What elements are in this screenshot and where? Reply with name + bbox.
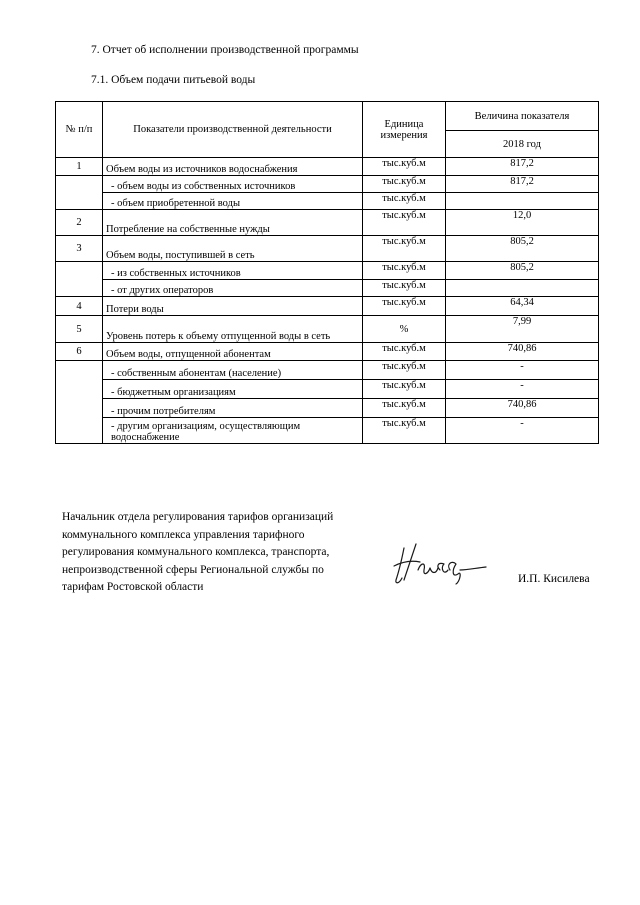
table-row <box>56 361 599 380</box>
table-row <box>56 158 599 176</box>
row-name: - объем приобретенной воды <box>103 193 363 210</box>
row-unit: тыс.куб.м <box>363 262 446 280</box>
row-unit: тыс.куб.м <box>363 380 446 399</box>
row-unit: тыс.куб.м <box>363 399 446 418</box>
signer-position <box>62 509 362 597</box>
table-row <box>56 343 599 361</box>
row-num: 6 <box>56 343 103 361</box>
signer-line: тарифам Ростовской области <box>62 581 204 593</box>
row-unit: тыс.куб.м <box>363 193 446 210</box>
table-row <box>56 418 599 444</box>
table-row <box>56 280 599 297</box>
row-value <box>446 280 599 297</box>
table-row <box>56 236 599 262</box>
row-name: - бюджетным организациям <box>103 380 363 399</box>
row-num <box>56 176 103 210</box>
row-name: Объем воды из источников водоснабжения <box>103 158 363 176</box>
table-row <box>56 399 599 418</box>
row-name: - прочим потребителям <box>103 399 363 418</box>
row-num: 5 <box>56 316 103 343</box>
row-value: - <box>446 380 599 399</box>
row-name: Потери воды <box>103 297 363 316</box>
row-unit: тыс.куб.м <box>363 297 446 316</box>
row-value: 64,34 <box>446 297 599 316</box>
row-value: 7,99 <box>446 316 599 343</box>
row-num: 2 <box>56 210 103 236</box>
table-row <box>56 380 599 399</box>
row-name: - из собственных источников <box>103 262 363 280</box>
header-num: № п/п <box>56 102 103 158</box>
row-value: - <box>446 418 599 444</box>
water-volume-table <box>55 101 599 444</box>
signer-line: коммунального комплекса управления тарифного <box>62 528 305 541</box>
row-num: 3 <box>56 236 103 262</box>
header-unit: Единица измерения <box>363 102 446 158</box>
row-value: 740,86 <box>446 399 599 418</box>
row-value: 12,0 <box>446 210 599 236</box>
row-name: Объем воды, поступившей в сеть <box>103 236 363 262</box>
signer-line: Начальник отдела регулирования тарифов организаций <box>62 511 334 523</box>
row-value: 817,2 <box>446 176 599 193</box>
row-num <box>56 361 103 444</box>
row-num: 4 <box>56 297 103 316</box>
row-num <box>56 262 103 297</box>
section-heading: 7. Отчет об исполнении производственной программы <box>91 44 359 56</box>
signer-line: регулирования коммунального комплекса, транспорта, <box>62 546 330 558</box>
row-name: - объем воды из собственных источников <box>103 176 363 193</box>
table-row <box>56 176 599 193</box>
row-unit: тыс.куб.м <box>363 361 446 380</box>
table-row <box>56 193 599 210</box>
row-value: 805,2 <box>446 262 599 280</box>
row-unit: тыс.куб.м <box>363 236 446 262</box>
handwritten-signature <box>390 540 490 590</box>
table-row <box>56 316 599 343</box>
row-value <box>446 193 599 210</box>
row-unit: тыс.куб.м <box>363 343 446 361</box>
header-value: Величина показателя <box>446 102 599 131</box>
row-name: - другим организациям, осуществляющим водоснабжение <box>103 418 363 444</box>
subsection-heading: 7.1. Объем подачи питьевой воды <box>91 74 256 86</box>
row-name: Уровень потерь к объему отпущенной воды в сеть <box>103 316 363 343</box>
row-unit: тыс.куб.м <box>363 176 446 193</box>
row-unit: тыс.куб.м <box>363 280 446 297</box>
header-year: 2018 год <box>446 131 599 158</box>
row-value: 817,2 <box>446 158 599 176</box>
row-unit: тыс.куб.м <box>363 210 446 236</box>
table-row <box>56 297 599 316</box>
row-unit: тыс.куб.м <box>363 418 446 444</box>
table-row <box>56 262 599 280</box>
row-name: Потребление на собственные нужды <box>103 210 363 236</box>
row-value: 805,2 <box>446 236 599 262</box>
row-unit: % <box>363 316 446 343</box>
row-unit: тыс.куб.м <box>363 158 446 176</box>
signer-line: непроизводственной сферы Региональной службы по <box>62 563 324 576</box>
row-value: 740,86 <box>446 343 599 361</box>
row-name: - собственным абонентам (население) <box>103 361 363 380</box>
header-indicator: Показатели производственной деятельности <box>103 102 363 158</box>
signer-name: И.П. Кисилева <box>518 573 590 585</box>
row-value: - <box>446 361 599 380</box>
row-name: - от других операторов <box>103 280 363 297</box>
table-row <box>56 210 599 236</box>
row-name: Объем воды, отпущенной абонентам <box>103 343 363 361</box>
row-num: 1 <box>56 158 103 176</box>
